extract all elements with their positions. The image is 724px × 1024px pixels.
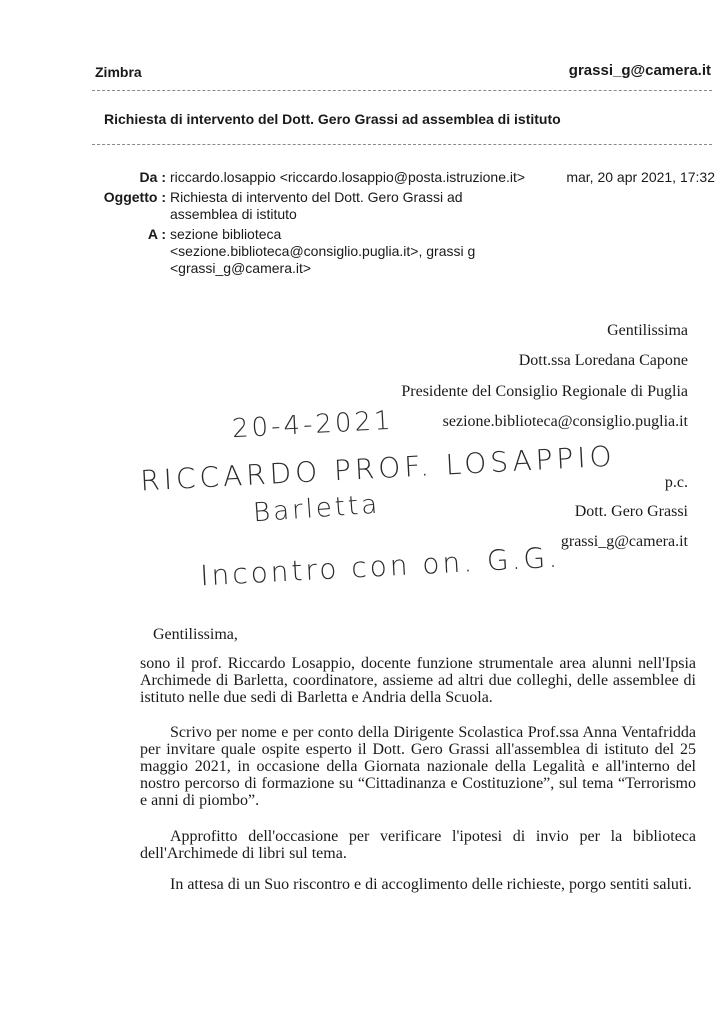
subject-label: Oggetto : <box>103 189 166 205</box>
recipient-name: Dott.ssa Loredana Capone <box>518 352 688 369</box>
letter-paragraph-4: In attesa di un Suo riscontro e di accoglimento delle richieste, porgo sentiti saluti. <box>170 876 692 893</box>
to-value: sezione biblioteca <sezione.biblioteca@consiglio.puglia.it>, grassi g <grassi_g@camera.it> <box>170 226 476 276</box>
from-row <box>90 169 715 186</box>
subject-row <box>90 189 715 223</box>
cc-email: grassi_g@camera.it <box>560 533 688 550</box>
recipient-title: Presidente del Consiglio Regionale di Puglia <box>401 383 688 400</box>
recipient-greeting: Gentilissima <box>607 322 688 339</box>
letter-paragraph-3: Approfitto dell'occasione per verificare l'ipotesi di invio per la biblioteca dell'Archimede di libri sul tema. <box>140 828 696 862</box>
subject-divider <box>92 144 712 145</box>
cc-label: p.c. <box>664 474 688 491</box>
handwritten-city: Barletta <box>252 489 382 529</box>
cc-name: Dott. Gero Grassi <box>574 503 688 520</box>
account-email: grassi_g@camera.it <box>568 62 711 79</box>
subject-value: Richiesta di intervento del Dott. Gero Grassi ad assemblea di istituto <box>170 189 463 222</box>
header-divider <box>92 90 712 91</box>
handwritten-note: Incontro con on. G.G. <box>199 540 561 593</box>
to-label: A : <box>147 226 166 242</box>
email-date: mar, 20 apr 2021, 17:32 <box>566 169 715 185</box>
app-name: Zimbra <box>95 64 142 80</box>
letter-paragraph-2: Scrivo per nome e per conto della Dirigente Scolastica Prof.ssa Anna Ventafridda per invitare quale ospite esperto il Dott. Gero Grassi all'assemblea di istituto del 25 maggio 2021, in occasione della Giornata nazionale della Legalità e all'interno del nostro percorso di formazione su “Cittadinanza e Costituzione”, sul tema “Terrorismo e anni di piombo”. <box>140 724 696 809</box>
handwritten-date: 20-4-2021 <box>231 405 395 445</box>
letter-salutation: Gentilissima, <box>153 626 238 643</box>
handwritten-name: RICCARDO PROF. LOSAPPIO <box>139 439 617 498</box>
letter-paragraph-1: sono il prof. Riccardo Losappio, docente funzione strumentale area alunni nell'Ipsia Archimede di Barletta, coordinatore, assieme ad altri due colleghi, delle assemblee di istituto nelle due sedi di Barletta e Andria della Scuola. <box>140 655 696 706</box>
to-row <box>90 226 715 277</box>
email-subject-title: Richiesta di intervento del Dott. Gero Grassi ad assemblea di istituto <box>104 111 561 127</box>
from-value: riccardo.losappio <riccardo.losappio@posta.istruzione.it> <box>170 169 526 185</box>
recipient-email: sezione.biblioteca@consiglio.puglia.it <box>442 413 688 430</box>
from-label: Da : <box>139 169 166 185</box>
email-metadata <box>90 169 715 280</box>
